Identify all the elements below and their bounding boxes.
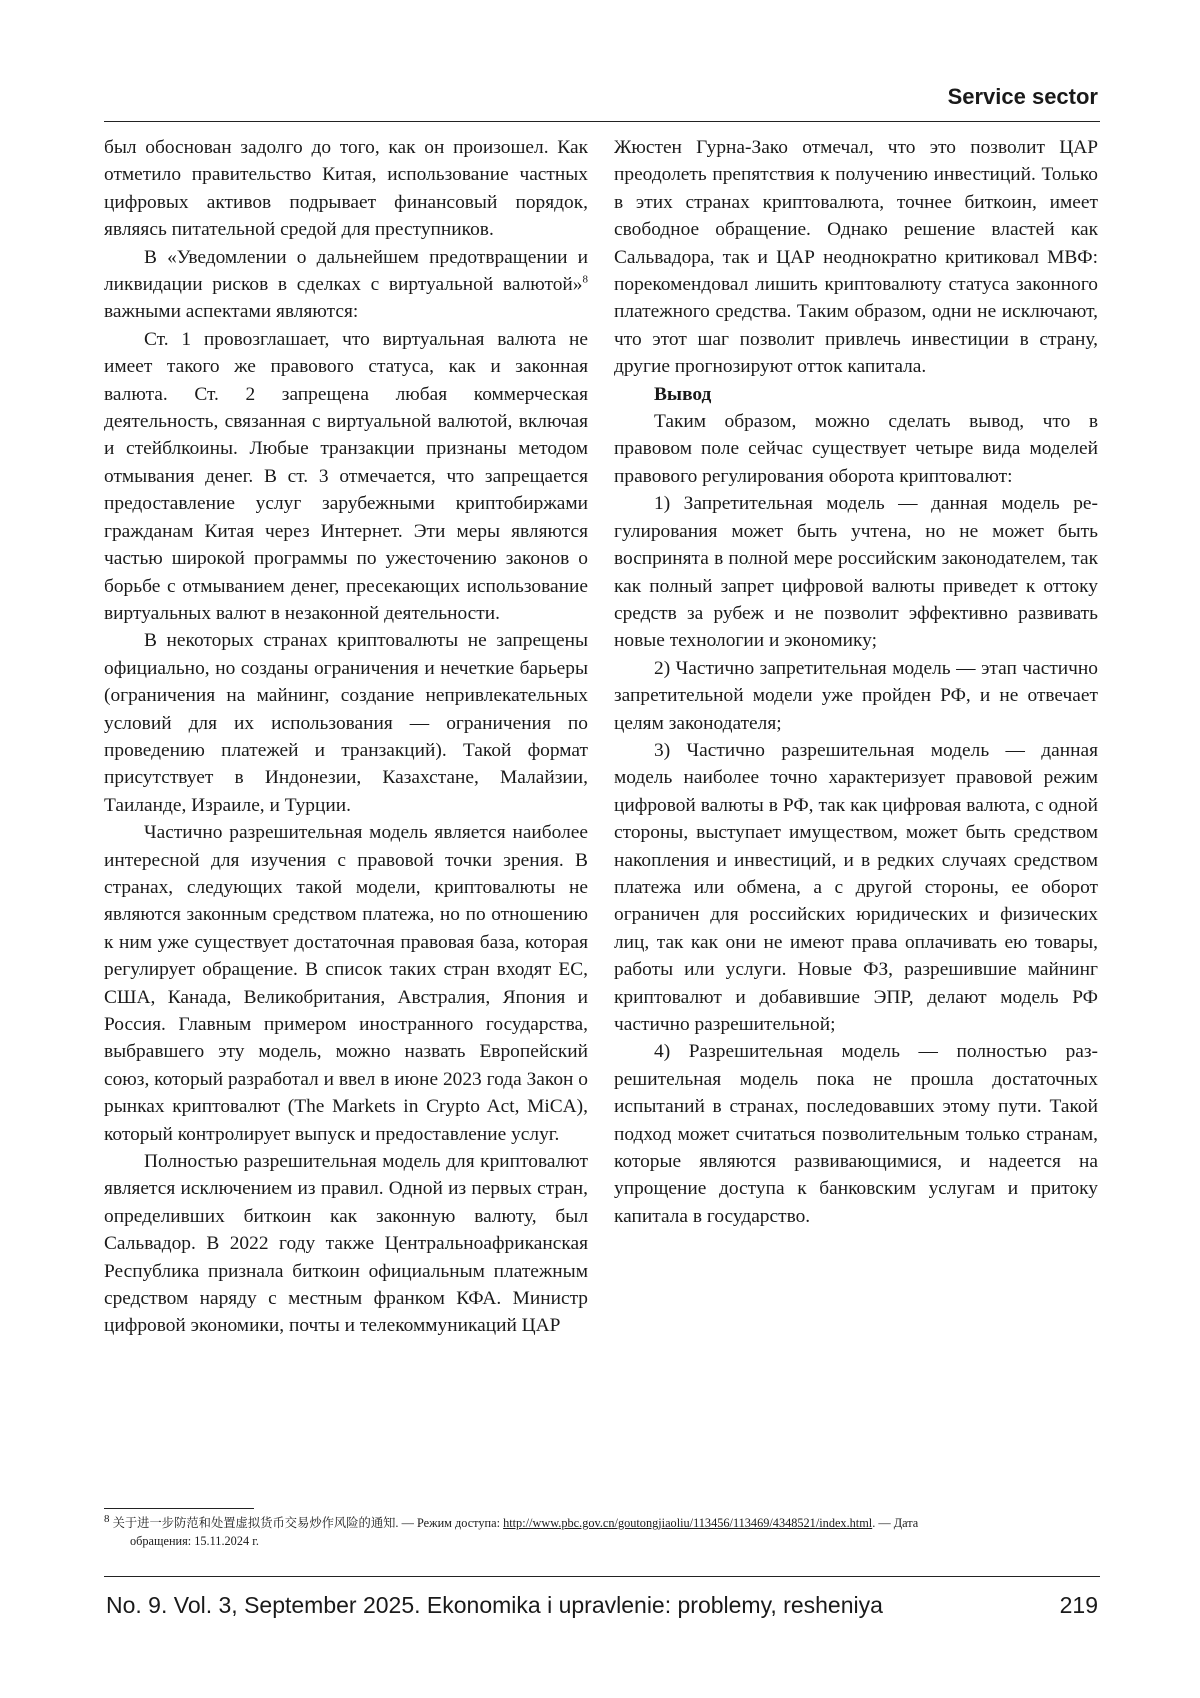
footnote-title: 关于进一步防范和处置虚拟货币交易炒作风险的通知 xyxy=(112,1516,396,1530)
paragraph: был обоснован задолго до того, как он произошел. Как отметило правительство Китая, использование частных цифровых активов подрывает финансовый порядок, являясь питательной средой для преступников. xyxy=(104,137,588,241)
footnote-number: 8 xyxy=(104,1512,110,1525)
page-number: 219 xyxy=(1059,1592,1098,1618)
section-heading: Вывод xyxy=(654,383,712,405)
running-head: Service sector xyxy=(947,84,1098,109)
list-item: 3) Частично разрешительная модель — данная модель наиболее точно характеризует правовой режим цифровой валюты в РФ, так как цифровая валюта, с одной стороны, выступает имуществом, может быть средством накопления и инвестиций, и в редких случаях средством платежа или обмена, а с другой стороны, ее оборот ограничен для российских юридических и физических лиц, так как они не имеют права оплачивать ею товары, работы или услуги. Новые ФЗ, разрешившие майнинг криптовалют и добавившие ЭПР, делают модель РФ частично разрешительной; xyxy=(614,739,1098,1035)
paragraph: Таким образом, можно сделать вывод, что в правовом поле сейчас существует четыре вида моделей правового регулирования оборота криптовалют: xyxy=(614,411,1098,487)
paragraph: Частично разрешительная модель является наиболее интересной для изучения с правовой точки зрения. В странах, следующих такой модели, криптовалюты не являются законным средством платежа, но по отношению к ним уже существует достаточная правовая база, которая регулирует обращение. В список таких стран входят ЕС, США, Канада, Великобритания, Австралия, Япония и Россия. Главным примером иностранного государства, выбравшего эту модель, можно назвать Европейский союз, который разработал и ввел в июне 2023 года Закон о рынках криптовалют (The Markets in Crypto Act, MiCA), который контролирует выпуск и предоставление услуг. xyxy=(104,822,588,1145)
footnote-date-label: . — Дата xyxy=(872,1516,919,1530)
left-column xyxy=(104,134,588,1340)
paragraph-text: В «Уведомлении о дальнейшем предотвращении и ликвидации рисков в сделках с виртуальной валютой» xyxy=(104,246,588,296)
journal-citation: No. 9. Vol. 3, September 2025. Ekonomika i upravlenie: problemy, resheniya xyxy=(106,1592,883,1618)
list-item: 2) Частично запретительная модель — этап частично запретительной модели уже пройден РФ, и не отвечает целям законодателя; xyxy=(614,657,1098,734)
footer-rule xyxy=(104,1576,1100,1577)
footnote-access-label: . — Режим доступа: xyxy=(395,1516,504,1530)
footnote-date: обращения: 15.11.2024 г. xyxy=(130,1534,259,1548)
paragraph: Ст. 1 провозглашает, что виртуальная валюта не имеет такого же правового статуса, как и законная валюта. Ст. 2 запрещена любая коммерческая деятельность, связанная с виртуальной валютой, включая и стейблкоины. Любые транзакции признаны методом отмывания денег. В ст. 3 отмечается, что запрещается предоставление услуг зарубежными криптобиржами гражданам Китая через Интернет. Эти меры являются частью широкой программы по ужесточению законов о борьбе с отмыванием денег, пресекающих использование виртуальных валют в незаконной деятельности. xyxy=(104,328,588,624)
header-rule xyxy=(104,121,1100,122)
paragraph: В некоторых странах криптовалюты не запрещены официально, но созданы ограничения и нечеткие барьеры (ограничения на майнинг, создание непривлекательных условий для их использования — ограничения по проведению платежей и транзакций). Такой формат присутствует в Индонезии, Казахстане, Малайзии, Таиланде, Израиле, и Турции. xyxy=(104,630,588,816)
paragraph xyxy=(104,244,588,326)
footnote-link[interactable]: http://www.pbc.gov.cn/goutongjiaoliu/113456/113469/4348521/index.html xyxy=(503,1516,873,1530)
paragraph-text: важными аспектами являются: xyxy=(104,301,359,323)
footnote xyxy=(104,1514,1098,1550)
list-item: 4) Разрешительная модель — полностью разрешительная модель пока не прошла достаточных испытаний в странах, последовавших этому пути. Такой подход может считаться позволительным только странам, которые являются развивающимися, и надеется на упрощение доступа к банковским услугам и притоку капитала в государство. xyxy=(614,1041,1098,1227)
right-column xyxy=(614,134,1098,1230)
footnote-line xyxy=(104,1514,1098,1532)
paragraph: Полностью разрешительная модель для криптовалют является исключением из правил. Одной из первых стран, определивших биткоин как законную валюту, был Сальвадор. В 2022 году также Центральноафриканская Республика признала биткоин официальным платежным средством наряду с местным франком КФА. Министр цифровой экономики, почты и телекоммуникаций ЦАР xyxy=(104,1151,588,1337)
footnote-rule xyxy=(104,1508,254,1509)
paragraph: Жюстен Гурна-Зако отмечал, что это позволит ЦАР преодолеть препятствия к получению инвестиций. Только в этих странах криптовалюта, точнее биткоин, имеет свободное обращение. Однако решение властей как Сальвадора, так и ЦАР неоднократно критиковал МВФ: порекомендовал лишить криптовалюту статуса законного платежного средства. Таким образом, одни не исключают, что этот шаг позволит привлечь инвестиции в страну, другие прогнозируют отток капитала. xyxy=(614,137,1098,378)
footnote-marker[interactable]: 8 xyxy=(582,273,588,286)
list-item: 1) Запретительная модель — данная модель регулирования может быть учтена, но не может быть воспринята в полной мере российским законодателем, так как полный запрет цифровой валюты приведет к оттоку средств за рубеж и не позволит эффективно развивать новые технологии и экономику; xyxy=(614,493,1098,652)
